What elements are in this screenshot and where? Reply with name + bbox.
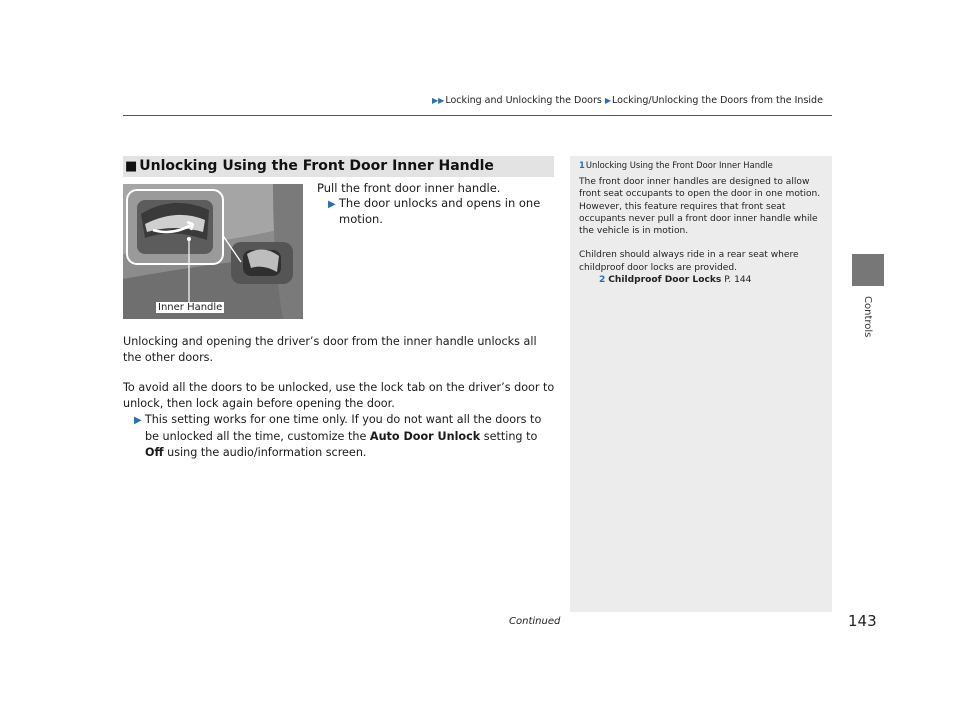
sidebar-paragraph: Children should always ride in a rear seat where childproof door locks are provided. (579, 250, 799, 273)
cross-reference-link[interactable] (579, 274, 825, 286)
body-note: ▶ This setting works for one time only. If you do not want all the doors to be unlocked all the time, customize the Auto Door Unlock setting to Off using the audio/information screen. (134, 413, 542, 459)
page-number: 143 (848, 612, 877, 630)
note-arrow-icon: ▶ (134, 415, 145, 426)
figure-callout-label: Inner Handle (158, 302, 223, 313)
page-ref-icon: 2 (599, 275, 606, 286)
section-title: Unlocking Using the Front Door Inner Handle (139, 158, 494, 174)
sidebar-title: 1Unlocking Using the Front Door Inner Handle (579, 160, 773, 170)
double-triangle-icon: ▶▶ (432, 96, 445, 105)
chapter-tab-label: Controls (862, 296, 873, 338)
cross-reference-title: Childproof Door Locks (608, 275, 722, 286)
result-arrow-icon: ▶ (328, 199, 339, 210)
breadcrumb-item: Locking/Unlocking the Doors from the Inside (612, 95, 823, 106)
cross-reference-page: P. 144 (721, 275, 752, 286)
step-instruction: Pull the front door inner handle. (317, 181, 501, 195)
setting-name: Auto Door Unlock (369, 430, 481, 443)
sidebar-paragraph: The front door inner handles are designed to allow front seat occupants to open the door in one motion. However, this feature requires that front seat occupants never pull a front door inner handle while the vehicle is in motion. (579, 177, 821, 237)
reference-number-icon: 1 (579, 160, 585, 170)
section-heading (123, 156, 554, 177)
sidebar-note (570, 156, 832, 612)
sidebar-text (579, 176, 825, 286)
breadcrumb-item: Locking and Unlocking the Doors (445, 95, 602, 106)
door-handle-illustration (123, 184, 303, 319)
step-result: ▶ The door unlocks and opens in one motion. (328, 196, 541, 226)
square-bullet-icon: ■ (125, 159, 138, 174)
body-paragraph (123, 380, 555, 461)
triangle-icon: ▶ (604, 96, 612, 105)
body-paragraph-text: To avoid all the doors to be unlocked, use the lock tab on the driver’s door to unlock, then lock again before opening the door. (123, 381, 555, 410)
instruction-step (317, 181, 553, 227)
chapter-tab (852, 254, 884, 286)
breadcrumb (432, 95, 823, 106)
setting-value: Off (145, 446, 164, 459)
body-paragraph: Unlocking and opening the driver’s door from the inner handle unlocks all the other doors. (123, 335, 537, 364)
header-divider (123, 115, 832, 116)
continued-label: Continued (509, 616, 561, 627)
